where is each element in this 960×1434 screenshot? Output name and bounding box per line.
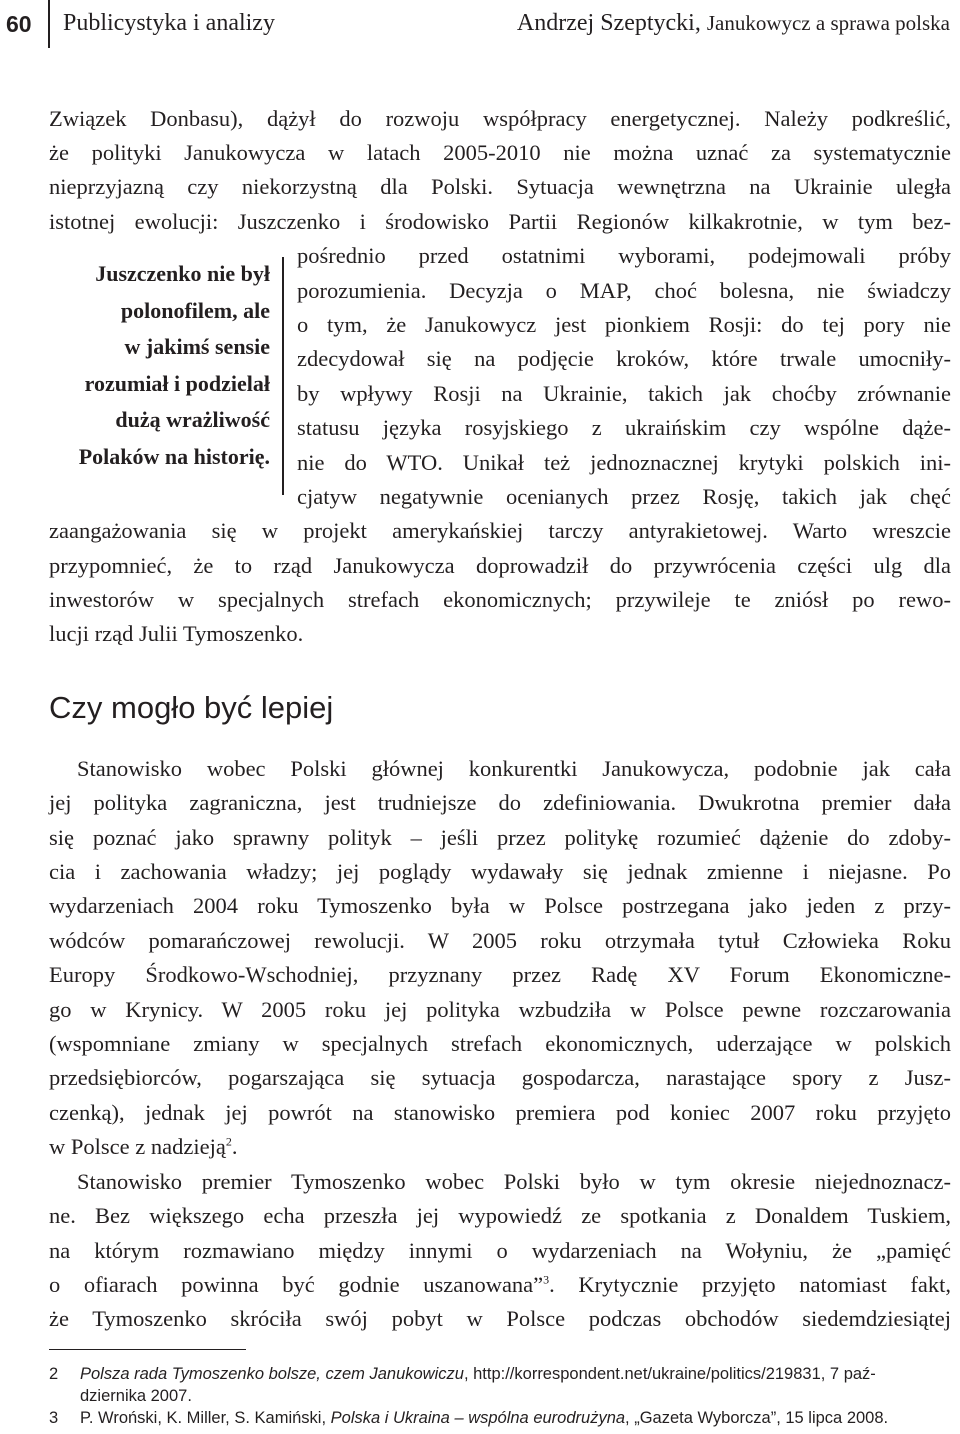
pull-quote-line: dużą wrażliwość xyxy=(115,407,270,433)
running-title xyxy=(517,10,950,37)
body-line: cjatyw negatywnie ocenianych przez Rosję, takich jak chęć xyxy=(297,484,951,509)
pull-quote-line: Polaków na historię. xyxy=(78,443,270,469)
body-line: przedsiębiorców, pogarszająca się sytuacja gospodarcza, narastające spory z Jusz- xyxy=(49,1065,951,1090)
footnote-rule xyxy=(49,1349,246,1350)
page-number: 60 xyxy=(6,11,32,37)
line-text: . xyxy=(231,1134,238,1159)
body-line: czenką), jednak jej powrót na stanowisko premiera pod koniec 2007 roku przyjęto xyxy=(49,1100,951,1125)
body-line: wydarzeniach 2004 roku Tymoszenko była w Polsce postrzegana jako jeden z przy- xyxy=(49,893,951,918)
body-line: nieprzyjazną czy niekorzystną dla Polski. Sytuacja wewnętrzna na Ukrainie uległa xyxy=(49,174,951,199)
footnote-text: , „Gazeta Wyborcza”, 15 lipca 2008. xyxy=(625,1409,889,1427)
footnote-2 xyxy=(49,1363,951,1385)
footnote-title: Polska i Ukraina – wspólna eurodrużyna xyxy=(330,1409,626,1427)
pull-quote-line: Juszczenko nie był xyxy=(95,261,270,286)
body-line: by wpływy Rosji na Ukrainie, takich jak choćby zrównanie xyxy=(297,381,951,406)
body-line xyxy=(49,1268,951,1302)
footnote-2-continued: dziernika 2007. xyxy=(80,1387,192,1405)
body-line: że polityki Janukowycza w latach 2005-2010 nie można uznać za systematycznie xyxy=(49,140,951,165)
header-divider xyxy=(48,0,50,48)
section-heading: Czy mogło być lepiej xyxy=(49,690,334,725)
footnote-text: , http://korrespondent.net/ukraine/politics/219831, 7 paź- xyxy=(463,1365,876,1383)
body-line: (wspomniane zmiany w specjalnych strefach ekonomicznych, uderzające w polskich xyxy=(49,1031,951,1056)
body-line: na którym rozmawiano między innymi o wydarzeniach na Wołyniu, że „pamięć xyxy=(49,1238,951,1263)
pull-quote xyxy=(36,256,270,476)
body-line: nie do WTO. Unikał też jednoznacznej krytyki polskich ini- xyxy=(297,450,951,475)
pull-quote-rule xyxy=(282,257,284,495)
pull-quote-line: rozumiał i podzielał xyxy=(84,370,270,396)
footnote-ref-2[interactable]: 2 xyxy=(225,1134,232,1149)
footnote-title: Polsza rada Tymoszenko bolsze, czem Janukowiczu xyxy=(80,1365,464,1383)
body-line: statusu języka rosyjskiego z ukraińskim czy wspólne dąże- xyxy=(297,415,951,440)
body-line: Stanowisko wobec Polski głównej konkurentki Janukowycza, podobnie jak cała xyxy=(77,756,951,781)
body-line: zdecydował się na podjęcie kroków, które trwale umocniły- xyxy=(297,346,951,371)
body-line: istotnej ewolucji: Juszczenko i środowisko Partii Regionów kilkakrotnie, w tym bez- xyxy=(49,209,951,234)
body-line: porozumienia. Decyzja o MAP, choć bolesna, nie świadczy xyxy=(297,278,951,303)
body-line: Związek Donbasu), dążył do rozwoju współpracy energetycznej. Należy podkreślić, xyxy=(49,106,951,131)
footnote-ref-3[interactable]: 3 xyxy=(543,1272,550,1287)
body-line: o tym, że Janukowycz jest pionkiem Rosji: do tej pory nie xyxy=(297,312,951,337)
line-text: w Polsce z nadzieją xyxy=(49,1134,226,1159)
section-title: Publicystyka i analizy xyxy=(63,10,275,36)
body-line: ne. Bez większego echa przeszła jej wypowiedź ze spotkania z Donaldem Tuskiem, xyxy=(49,1203,951,1228)
body-line: cia i zachowania władzy; jej poglądy wydawały się jednak zmienne i niejasne. Po xyxy=(49,859,951,884)
body-line: Europy Środkowo-Wschodniej, przyznany przez Radę XV Forum Ekonomiczne- xyxy=(49,962,951,987)
body-line xyxy=(49,1130,951,1164)
author-name: Andrzej Szeptycki, xyxy=(516,10,701,36)
footnote-authors: P. Wroński, K. Miller, S. Kamiński, xyxy=(80,1409,331,1427)
body-line: że Tymoszenko skróciła swój pobyt w Polsce podczas obchodów siedemdziesiątej xyxy=(49,1306,951,1331)
body-line: inwestorów w specjalnych strefach ekonomicznych; przywileje te zniósł po rewo- xyxy=(49,587,951,612)
line-text: . Krytycznie przyjęto natomiast fakt, xyxy=(549,1272,951,1297)
body-line: Stanowisko premier Tymoszenko wobec Polski było w tym okresie niejednoznacz- xyxy=(77,1169,951,1194)
body-line: pośrednio przed ostatnimi wyborami, podejmowali próby xyxy=(297,243,951,268)
pull-quote-line: polonofilem, ale xyxy=(120,297,270,323)
body-line: jej polityka zagraniczna, jest trudniejsze do zdefiniowania. Dwukrotna premier dała xyxy=(49,790,951,815)
body-line: się poznać jako sprawny polityk – jeśli przez politykę rozumieć dążenie do zdoby- xyxy=(49,825,951,850)
body-line: lucji rząd Julii Tymoszenko. xyxy=(49,621,304,646)
pull-quote-line: w jakimś sensie xyxy=(124,334,270,360)
body-line: wódców pomarańczowej rewolucji. W 2005 roku otrzymała tytuł Człowieka Roku xyxy=(49,928,951,953)
line-text: o ofiarach powinna być godnie uszanowana” xyxy=(49,1272,544,1297)
body-line: przypomnieć, że to rząd Janukowycza doprowadził do przywrócenia części ulg dla xyxy=(49,553,951,578)
body-line: go w Krynicy. W 2005 roku jej polityka wzbudziła w Polsce pewne rozczarowania xyxy=(49,997,951,1022)
footnote-3 xyxy=(49,1407,951,1429)
article-short-title: Janukowycz a sprawa polska xyxy=(706,11,950,35)
body-line: zaangażowania się w projekt amerykańskiej tarczy antyrakietowej. Warto wreszcie xyxy=(49,518,951,543)
footnote-mark: 2 xyxy=(49,1365,59,1383)
footnote-mark: 3 xyxy=(49,1409,59,1427)
